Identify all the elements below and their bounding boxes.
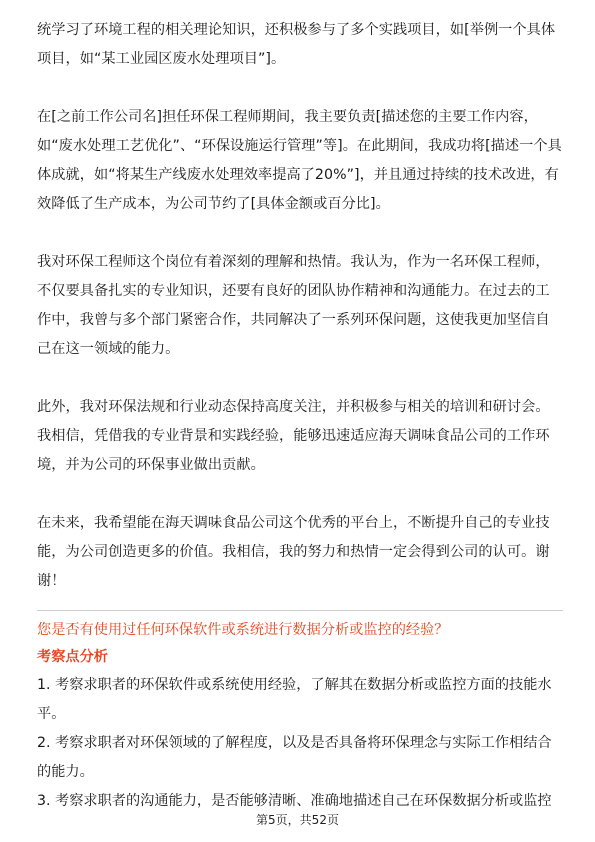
- analysis-line: 平。: [37, 706, 66, 722]
- interview-question: 您是否有使用过任何环保软件或系统进行数据分析或监控的经验？: [37, 622, 449, 638]
- paragraph-line: 我对环保工程师这个岗位有着深刻的理解和热情。我认为，作为一名环保工程师，: [37, 254, 550, 270]
- paragraph-line: 效降低了生产成本，为公司节约了[具体金额或百分比]。: [37, 196, 390, 212]
- paragraph-line: 境，并为公司的环保事业做出贡献。: [37, 457, 265, 473]
- paragraph-line: 项目，如“某工业园区废水处理项目”]。: [37, 51, 286, 67]
- paragraph-1: [37, 16, 563, 74]
- paragraph-line: 统学习了环境工程的相关理论知识，还积极参与了多个实践项目，如[举例一个具体: [37, 22, 556, 38]
- analysis-line: 2. 考察求职者对环保领域的了解程度，以及是否具备将环保理念与实际工作相结合: [37, 735, 552, 751]
- paragraph-line: 在[之前工作公司名]担任环保工程师期间，我主要负责[描述您的主要工作内容，: [37, 109, 538, 125]
- analysis-heading: 考察点分析: [37, 649, 108, 665]
- paragraph-line: 不仅要具备扎实的专业知识，还要有良好的团队协作精神和沟通能力。在过去的工: [37, 283, 550, 299]
- paragraph-line: 此外，我对环保法规和行业动态保持高度关注，并积极参与相关的培训和研讨会。: [37, 399, 550, 415]
- analysis-line: 3. 考察求职者的沟通能力，是否能够清晰、准确地描述自己在环保数据分析或监控: [37, 793, 552, 809]
- page-content: [37, 16, 563, 816]
- paragraph-2: [37, 103, 563, 219]
- paragraph-line: 己在这一领域的能力。: [37, 341, 180, 357]
- paragraph-line: 谢！: [37, 573, 66, 589]
- paragraph-line: 在未来，我希望能在海天调味食品公司这个优秀的平台上，不断提升自己的专业技: [37, 515, 550, 531]
- section-divider: [37, 610, 563, 611]
- paragraph-3: [37, 248, 563, 364]
- paragraph-line: 能，为公司创造更多的价值。我相信，我的努力和热情一定会得到公司的认可。谢: [37, 544, 550, 560]
- paragraph-line: 我相信，凭借我的专业背景和实践经验，能够迅速适应海天调味食品公司的工作环: [37, 428, 550, 444]
- paragraph-line: 如“废水处理工艺优化”、“环保设施运行管理”等]。在此期间，我成功将[描述一个具: [37, 138, 562, 154]
- paragraph-line: 体成就，如“将某生产线废水处理效率提高了20%”]，并且通过持续的技术改进，有: [37, 167, 559, 183]
- analysis-line: 1. 考察求职者的环保软件或系统使用经验，了解其在数据分析或监控方面的技能水: [37, 677, 552, 693]
- paragraph-line: 作中，我曾与多个部门紧密合作，共同解决了一系列环保问题，这使我更加坚信自: [37, 312, 550, 328]
- paragraph-4: [37, 393, 563, 480]
- page-number-footer: 第5页，共52页: [256, 813, 339, 827]
- paragraph-5: [37, 509, 563, 596]
- analysis-line: 的能力。: [37, 764, 94, 780]
- analysis-list: [37, 671, 563, 816]
